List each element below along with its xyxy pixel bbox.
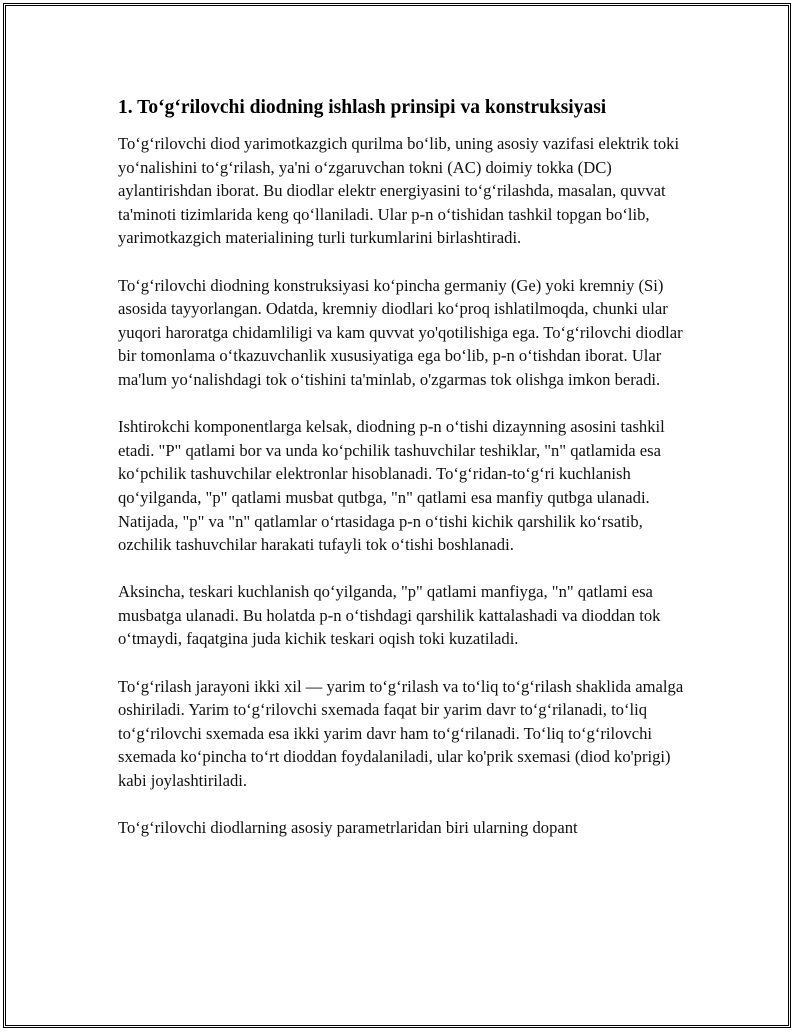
- paragraph-6: To‘g‘rilovchi diodlarning asosiy parametrlaridan biri ularning dopant: [118, 818, 578, 838]
- paragraph-2: To‘g‘rilovchi diodning konstruksiyasi ko‘pincha germaniy (Ge) yoki kremniy (Si) asosida tayyorlangan. Odatda, kremniy diodlari ko‘proq ishlatilmoqda, chunki ular yuqori haroratga chidamliligi va kam quvvat yo'qotilishiga ega. To‘g‘rilovchi diodlar bir tomonlama o‘tkazuvchanlik xususiyatiga ega bo‘lib, p-n o‘tishdan iborat. Ular ma'lum yo‘nalishdagi tok o‘tishini ta'minlab, o'zgarmas tok olishga imkon beradi.: [118, 275, 683, 389]
- document-body: [118, 96, 693, 863]
- paragraph-5: To‘g‘rilash jarayoni ikki xil — yarim to‘g‘rilash va to‘liq to‘g‘rilash shaklida amalga oshiriladi. Yarim to‘g‘rilovchi sxemada faqat bir yarim davr to‘g‘rilanadi, to‘liq to‘g‘rilovchi sxemada esa ikki yarim davr ham to‘g‘rilanadi. To‘liq to‘g‘rilovchi sxemada ko‘pincha to‘rt dioddan foydalaniladi, ular ko'prik sxemasi (diod ko'prigi) kabi joylashtiriladi.: [118, 676, 684, 791]
- paragraph-1: To‘g‘rilovchi diod yarimotkazgich qurilma bo‘lib, uning asosiy vazifasi elektrik toki yo‘nalishini to‘g‘rilash, ya'ni o‘zgaruvchan tokni (AC) doimiy tokka (DC) aylantirishdan iborat. Bu diodlar elektr energiyasini to‘g‘rilashda, masalan, quvvat ta'minoti tizimlarida keng qo‘llaniladi. Ular p-n o‘tishidan tashkil topgan bo‘lib, yarimotkazgich materialining turli turkumlarini birlashtiradi.: [118, 134, 680, 248]
- section-title: 1. To‘g‘rilovchi diodning ishlash prinsipi va konstruksiyasi: [118, 97, 607, 118]
- paragraph-3: Ishtirokchi komponentlarga kelsak, diodning p-n o‘tishi dizaynning asosini tashkil etadi. "P" qatlami bor va unda ko‘pchilik tashuvchilar teshiklar, "n" qatlamida esa ko‘pchilik tashuvchilar elektronlar hisoblanadi. To‘g‘ridan-to‘g‘ri kuchlanish qo‘yilganda, "p" qatlami musbat qutbga, "n" qatlami esa manfiy qutbga ulanadi. Natijada, "p" va "n" qatlamlar o‘rtasidaga p-n o‘tishi kichik qarshilik ko‘rsatib, ozchilik tashuvchilar harakati tufayli tok o‘tishi boshlanadi.: [118, 417, 665, 555]
- paragraph-4: Aksincha, teskari kuchlanish qo‘yilganda, "p" qatlami manfiyga, "n" qatlami esa musbatga ulanadi. Bu holatda p-n o‘tishdagi qarshilik kattalashadi va dioddan tok o‘tmaydi, faqatgina juda kichik teskari oqish toki kuzatiladi.: [118, 582, 661, 649]
